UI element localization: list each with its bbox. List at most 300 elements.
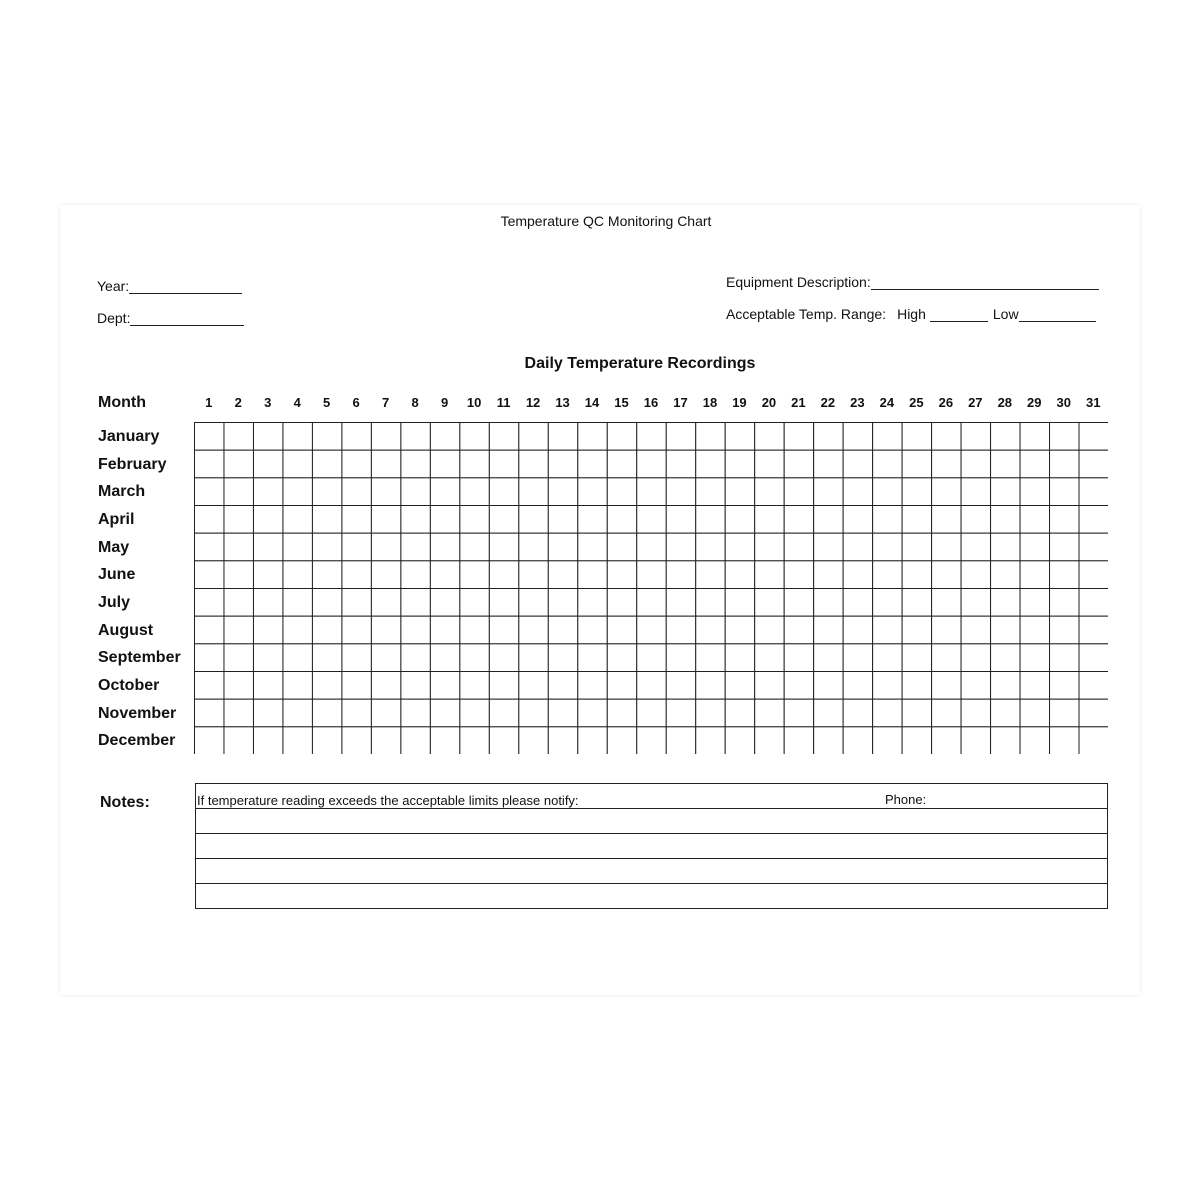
grid-cell[interactable] bbox=[578, 616, 607, 644]
grid-cell[interactable] bbox=[283, 561, 312, 589]
grid-cell[interactable] bbox=[755, 616, 784, 644]
grid-cell[interactable] bbox=[961, 423, 990, 451]
grid-cell[interactable] bbox=[932, 423, 961, 451]
grid-cell[interactable] bbox=[932, 727, 961, 754]
grid-cell[interactable] bbox=[725, 699, 754, 727]
grid-cell[interactable] bbox=[519, 561, 548, 589]
grid-cell[interactable] bbox=[607, 589, 636, 617]
grid-cell[interactable] bbox=[1020, 589, 1049, 617]
equipment-input-line[interactable] bbox=[871, 275, 1099, 290]
grid-cell[interactable] bbox=[548, 478, 577, 506]
grid-cell[interactable] bbox=[1020, 506, 1049, 534]
grid-cell[interactable] bbox=[489, 616, 518, 644]
grid-cell[interactable] bbox=[637, 506, 666, 534]
grid-cell[interactable] bbox=[755, 423, 784, 451]
grid-cell[interactable] bbox=[371, 478, 400, 506]
grid-cell[interactable] bbox=[873, 478, 902, 506]
grid-cell[interactable] bbox=[253, 533, 282, 561]
grid-cell[interactable] bbox=[578, 644, 607, 672]
grid-cell[interactable] bbox=[312, 672, 341, 700]
grid-cell[interactable] bbox=[696, 699, 725, 727]
grid-cell[interactable] bbox=[725, 450, 754, 478]
grid-cell[interactable] bbox=[637, 478, 666, 506]
grid-cell[interactable] bbox=[607, 699, 636, 727]
grid-cell[interactable] bbox=[371, 561, 400, 589]
grid-cell[interactable] bbox=[489, 727, 518, 754]
grid-cell[interactable] bbox=[430, 589, 459, 617]
grid-cell[interactable] bbox=[814, 478, 843, 506]
notes-line[interactable] bbox=[196, 809, 1107, 834]
grid-cell[interactable] bbox=[843, 478, 872, 506]
grid-cell[interactable] bbox=[489, 672, 518, 700]
grid-cell[interactable] bbox=[814, 423, 843, 451]
grid-cell[interactable] bbox=[283, 616, 312, 644]
grid-cell[interactable] bbox=[371, 423, 400, 451]
grid-cell[interactable] bbox=[430, 506, 459, 534]
grid-cell[interactable] bbox=[519, 450, 548, 478]
grid-cell[interactable] bbox=[401, 423, 430, 451]
grid-cell[interactable] bbox=[460, 727, 489, 754]
low-input-line[interactable] bbox=[1019, 307, 1096, 322]
grid-cell[interactable] bbox=[961, 561, 990, 589]
grid-cell[interactable] bbox=[696, 672, 725, 700]
grid-cell[interactable] bbox=[725, 506, 754, 534]
grid-cell[interactable] bbox=[401, 478, 430, 506]
grid-cell[interactable] bbox=[1050, 478, 1079, 506]
grid-cell[interactable] bbox=[666, 423, 695, 451]
high-input-line[interactable] bbox=[930, 307, 988, 322]
grid-cell[interactable] bbox=[991, 533, 1020, 561]
grid-cell[interactable] bbox=[312, 616, 341, 644]
grid-cell[interactable] bbox=[932, 616, 961, 644]
grid-cell[interactable] bbox=[814, 589, 843, 617]
grid-cell[interactable] bbox=[578, 699, 607, 727]
grid-cell[interactable] bbox=[873, 450, 902, 478]
grid-cell[interactable] bbox=[961, 589, 990, 617]
grid-cell[interactable] bbox=[843, 672, 872, 700]
grid-cell[interactable] bbox=[342, 450, 371, 478]
grid-cell[interactable] bbox=[814, 533, 843, 561]
grid-cell[interactable] bbox=[1050, 450, 1079, 478]
grid-cell[interactable] bbox=[224, 478, 253, 506]
grid-cell[interactable] bbox=[195, 533, 224, 561]
grid-cell[interactable] bbox=[224, 423, 253, 451]
grid-cell[interactable] bbox=[548, 616, 577, 644]
grid-cell[interactable] bbox=[784, 644, 813, 672]
grid-cell[interactable] bbox=[784, 506, 813, 534]
grid-cell[interactable] bbox=[283, 423, 312, 451]
grid-cell[interactable] bbox=[814, 506, 843, 534]
grid-cell[interactable] bbox=[1079, 699, 1108, 727]
grid-cell[interactable] bbox=[312, 450, 341, 478]
grid-cell[interactable] bbox=[460, 589, 489, 617]
grid-cell[interactable] bbox=[932, 699, 961, 727]
grid-cell[interactable] bbox=[784, 533, 813, 561]
grid-cell[interactable] bbox=[932, 644, 961, 672]
grid-cell[interactable] bbox=[696, 727, 725, 754]
grid-cell[interactable] bbox=[725, 644, 754, 672]
grid-cell[interactable] bbox=[902, 727, 931, 754]
grid-cell[interactable] bbox=[460, 699, 489, 727]
grid-cell[interactable] bbox=[666, 616, 695, 644]
grid-cell[interactable] bbox=[607, 672, 636, 700]
grid-cell[interactable] bbox=[696, 644, 725, 672]
grid-cell[interactable] bbox=[814, 450, 843, 478]
grid-cell[interactable] bbox=[283, 699, 312, 727]
grid-cell[interactable] bbox=[902, 423, 931, 451]
grid-cell[interactable] bbox=[755, 450, 784, 478]
grid-cell[interactable] bbox=[814, 644, 843, 672]
grid-cell[interactable] bbox=[283, 506, 312, 534]
grid-cell[interactable] bbox=[342, 423, 371, 451]
grid-cell[interactable] bbox=[902, 699, 931, 727]
grid-cell[interactable] bbox=[755, 644, 784, 672]
grid-cell[interactable] bbox=[696, 616, 725, 644]
grid-cell[interactable] bbox=[961, 727, 990, 754]
grid-cell[interactable] bbox=[725, 616, 754, 644]
grid-cell[interactable] bbox=[991, 699, 1020, 727]
grid-cell[interactable] bbox=[195, 644, 224, 672]
grid-cell[interactable] bbox=[961, 616, 990, 644]
grid-cell[interactable] bbox=[224, 506, 253, 534]
grid-cell[interactable] bbox=[312, 478, 341, 506]
grid-cell[interactable] bbox=[725, 727, 754, 754]
grid-cell[interactable] bbox=[371, 533, 400, 561]
grid-cell[interactable] bbox=[578, 561, 607, 589]
grid-cell[interactable] bbox=[1020, 644, 1049, 672]
grid-cell[interactable] bbox=[784, 672, 813, 700]
grid-cell[interactable] bbox=[1050, 727, 1079, 754]
grid-cell[interactable] bbox=[519, 644, 548, 672]
grid-cell[interactable] bbox=[932, 672, 961, 700]
grid-cell[interactable] bbox=[637, 616, 666, 644]
grid-cell[interactable] bbox=[784, 450, 813, 478]
grid-cell[interactable] bbox=[1050, 672, 1079, 700]
notes-line[interactable] bbox=[196, 884, 1107, 909]
grid-cell[interactable] bbox=[666, 699, 695, 727]
grid-cell[interactable] bbox=[489, 533, 518, 561]
grid-cell[interactable] bbox=[1050, 699, 1079, 727]
grid-cell[interactable] bbox=[489, 506, 518, 534]
grid-cell[interactable] bbox=[843, 533, 872, 561]
grid-cell[interactable] bbox=[607, 727, 636, 754]
grid-cell[interactable] bbox=[283, 478, 312, 506]
grid-cell[interactable] bbox=[902, 506, 931, 534]
grid-cell[interactable] bbox=[961, 506, 990, 534]
grid-cell[interactable] bbox=[253, 478, 282, 506]
grid-cell[interactable] bbox=[902, 561, 931, 589]
grid-cell[interactable] bbox=[755, 699, 784, 727]
grid-cell[interactable] bbox=[873, 699, 902, 727]
grid-cell[interactable] bbox=[607, 423, 636, 451]
grid-cell[interactable] bbox=[371, 727, 400, 754]
grid-cell[interactable] bbox=[696, 450, 725, 478]
grid-cell[interactable] bbox=[371, 506, 400, 534]
grid-cell[interactable] bbox=[637, 561, 666, 589]
grid-cell[interactable] bbox=[784, 423, 813, 451]
grid-cell[interactable] bbox=[873, 644, 902, 672]
grid-cell[interactable] bbox=[902, 616, 931, 644]
grid-cell[interactable] bbox=[342, 616, 371, 644]
grid-cell[interactable] bbox=[784, 478, 813, 506]
grid-cell[interactable] bbox=[784, 561, 813, 589]
grid-cell[interactable] bbox=[814, 672, 843, 700]
grid-cell[interactable] bbox=[1079, 727, 1108, 754]
grid-cell[interactable] bbox=[873, 561, 902, 589]
grid-cell[interactable] bbox=[991, 672, 1020, 700]
grid-cell[interactable] bbox=[224, 589, 253, 617]
grid-cell[interactable] bbox=[1020, 672, 1049, 700]
grid-cell[interactable] bbox=[548, 561, 577, 589]
grid-cell[interactable] bbox=[578, 589, 607, 617]
grid-cell[interactable] bbox=[489, 644, 518, 672]
grid-cell[interactable] bbox=[401, 450, 430, 478]
grid-cell[interactable] bbox=[430, 727, 459, 754]
grid-cell[interactable] bbox=[460, 644, 489, 672]
grid-cell[interactable] bbox=[401, 616, 430, 644]
grid-cell[interactable] bbox=[725, 589, 754, 617]
grid-cell[interactable] bbox=[578, 423, 607, 451]
grid-cell[interactable] bbox=[1079, 589, 1108, 617]
grid-cell[interactable] bbox=[961, 644, 990, 672]
grid-cell[interactable] bbox=[401, 672, 430, 700]
grid-cell[interactable] bbox=[696, 533, 725, 561]
grid-cell[interactable] bbox=[607, 616, 636, 644]
year-input-line[interactable] bbox=[129, 279, 242, 294]
grid-cell[interactable] bbox=[371, 450, 400, 478]
grid-cell[interactable] bbox=[195, 478, 224, 506]
grid-cell[interactable] bbox=[1079, 423, 1108, 451]
grid-cell[interactable] bbox=[637, 589, 666, 617]
grid-cell[interactable] bbox=[342, 727, 371, 754]
grid-cell[interactable] bbox=[224, 450, 253, 478]
grid-cell[interactable] bbox=[430, 478, 459, 506]
grid-cell[interactable] bbox=[1050, 561, 1079, 589]
grid-cell[interactable] bbox=[430, 616, 459, 644]
grid-cell[interactable] bbox=[195, 616, 224, 644]
grid-cell[interactable] bbox=[224, 616, 253, 644]
grid-cell[interactable] bbox=[548, 506, 577, 534]
grid-cell[interactable] bbox=[755, 727, 784, 754]
grid-cell[interactable] bbox=[430, 672, 459, 700]
grid-cell[interactable] bbox=[1079, 506, 1108, 534]
grid-cell[interactable] bbox=[312, 506, 341, 534]
grid-cell[interactable] bbox=[519, 616, 548, 644]
grid-cell[interactable] bbox=[902, 450, 931, 478]
grid-cell[interactable] bbox=[961, 699, 990, 727]
grid-cell[interactable] bbox=[519, 423, 548, 451]
grid-cell[interactable] bbox=[725, 423, 754, 451]
grid-cell[interactable] bbox=[342, 506, 371, 534]
grid-cell[interactable] bbox=[224, 533, 253, 561]
grid-cell[interactable] bbox=[755, 478, 784, 506]
grid-cell[interactable] bbox=[283, 672, 312, 700]
grid-cell[interactable] bbox=[637, 699, 666, 727]
grid-cell[interactable] bbox=[1020, 478, 1049, 506]
grid-cell[interactable] bbox=[489, 450, 518, 478]
grid-cell[interactable] bbox=[1020, 450, 1049, 478]
grid-cell[interactable] bbox=[961, 450, 990, 478]
grid-cell[interactable] bbox=[253, 616, 282, 644]
grid-cell[interactable] bbox=[460, 616, 489, 644]
grid-cell[interactable] bbox=[991, 644, 1020, 672]
grid-cell[interactable] bbox=[725, 478, 754, 506]
grid-cell[interactable] bbox=[932, 506, 961, 534]
grid-cell[interactable] bbox=[725, 561, 754, 589]
grid-cell[interactable] bbox=[843, 727, 872, 754]
grid-cell[interactable] bbox=[489, 589, 518, 617]
grid-cell[interactable] bbox=[253, 589, 282, 617]
grid-cell[interactable] bbox=[637, 672, 666, 700]
grid-cell[interactable] bbox=[696, 423, 725, 451]
grid-cell[interactable] bbox=[1020, 561, 1049, 589]
grid-cell[interactable] bbox=[932, 478, 961, 506]
grid-cell[interactable] bbox=[991, 589, 1020, 617]
grid-cell[interactable] bbox=[312, 423, 341, 451]
grid-cell[interactable] bbox=[873, 727, 902, 754]
grid-cell[interactable] bbox=[725, 533, 754, 561]
grid-cell[interactable] bbox=[607, 506, 636, 534]
grid-cell[interactable] bbox=[902, 478, 931, 506]
grid-cell[interactable] bbox=[666, 644, 695, 672]
grid-cell[interactable] bbox=[283, 533, 312, 561]
grid-cell[interactable] bbox=[578, 727, 607, 754]
grid-cell[interactable] bbox=[873, 672, 902, 700]
grid-cell[interactable] bbox=[755, 506, 784, 534]
grid-cell[interactable] bbox=[401, 589, 430, 617]
grid-cell[interactable] bbox=[637, 423, 666, 451]
grid-cell[interactable] bbox=[519, 533, 548, 561]
grid-cell[interactable] bbox=[253, 699, 282, 727]
grid-cell[interactable] bbox=[991, 616, 1020, 644]
grid-cell[interactable] bbox=[195, 699, 224, 727]
grid-cell[interactable] bbox=[342, 533, 371, 561]
grid-cell[interactable] bbox=[1079, 644, 1108, 672]
grid-cell[interactable] bbox=[873, 616, 902, 644]
grid-cell[interactable] bbox=[371, 672, 400, 700]
grid-cell[interactable] bbox=[224, 727, 253, 754]
grid-cell[interactable] bbox=[578, 506, 607, 534]
grid-cell[interactable] bbox=[843, 423, 872, 451]
grid-cell[interactable] bbox=[253, 561, 282, 589]
grid-cell[interactable] bbox=[548, 727, 577, 754]
grid-cell[interactable] bbox=[460, 533, 489, 561]
grid-cell[interactable] bbox=[312, 533, 341, 561]
grid-cell[interactable] bbox=[1079, 450, 1108, 478]
notes-line[interactable] bbox=[196, 859, 1107, 884]
grid-cell[interactable] bbox=[696, 589, 725, 617]
grid-cell[interactable] bbox=[873, 533, 902, 561]
grid-cell[interactable] bbox=[195, 506, 224, 534]
grid-cell[interactable] bbox=[666, 561, 695, 589]
grid-cell[interactable] bbox=[312, 561, 341, 589]
grid-cell[interactable] bbox=[578, 450, 607, 478]
grid-cell[interactable] bbox=[578, 533, 607, 561]
grid-cell[interactable] bbox=[961, 478, 990, 506]
grid-cell[interactable] bbox=[401, 727, 430, 754]
grid-cell[interactable] bbox=[401, 644, 430, 672]
grid-cell[interactable] bbox=[578, 672, 607, 700]
grid-cell[interactable] bbox=[637, 450, 666, 478]
grid-cell[interactable] bbox=[195, 727, 224, 754]
grid-cell[interactable] bbox=[932, 561, 961, 589]
grid-cell[interactable] bbox=[696, 478, 725, 506]
grid-cell[interactable] bbox=[253, 644, 282, 672]
grid-cell[interactable] bbox=[666, 533, 695, 561]
grid-cell[interactable] bbox=[666, 506, 695, 534]
grid-cell[interactable] bbox=[489, 423, 518, 451]
grid-cell[interactable] bbox=[342, 589, 371, 617]
grid-cell[interactable] bbox=[1050, 423, 1079, 451]
grid-cell[interactable] bbox=[843, 589, 872, 617]
grid-cell[interactable] bbox=[430, 644, 459, 672]
grid-cell[interactable] bbox=[283, 727, 312, 754]
grid-cell[interactable] bbox=[253, 672, 282, 700]
grid-cell[interactable] bbox=[814, 699, 843, 727]
grid-cell[interactable] bbox=[607, 561, 636, 589]
grid-cell[interactable] bbox=[195, 589, 224, 617]
grid-cell[interactable] bbox=[991, 727, 1020, 754]
grid-cell[interactable] bbox=[342, 478, 371, 506]
notes-line[interactable] bbox=[196, 784, 1107, 809]
grid-cell[interactable] bbox=[725, 672, 754, 700]
grid-cell[interactable] bbox=[1079, 672, 1108, 700]
grid-cell[interactable] bbox=[195, 450, 224, 478]
grid-cell[interactable] bbox=[1020, 699, 1049, 727]
grid-cell[interactable] bbox=[224, 561, 253, 589]
grid-cell[interactable] bbox=[666, 672, 695, 700]
grid-cell[interactable] bbox=[195, 423, 224, 451]
grid-cell[interactable] bbox=[519, 672, 548, 700]
grid-cell[interactable] bbox=[607, 450, 636, 478]
grid-cell[interactable] bbox=[460, 672, 489, 700]
grid-cell[interactable] bbox=[489, 699, 518, 727]
grid-cell[interactable] bbox=[283, 589, 312, 617]
grid-cell[interactable] bbox=[460, 561, 489, 589]
grid-cell[interactable] bbox=[371, 616, 400, 644]
grid-cell[interactable] bbox=[430, 533, 459, 561]
grid-cell[interactable] bbox=[902, 672, 931, 700]
grid-cell[interactable] bbox=[755, 589, 784, 617]
grid-cell[interactable] bbox=[312, 727, 341, 754]
grid-cell[interactable] bbox=[283, 644, 312, 672]
grid-cell[interactable] bbox=[519, 727, 548, 754]
grid-cell[interactable] bbox=[991, 506, 1020, 534]
grid-cell[interactable] bbox=[843, 561, 872, 589]
grid-cell[interactable] bbox=[253, 450, 282, 478]
grid-cell[interactable] bbox=[312, 699, 341, 727]
grid-cell[interactable] bbox=[902, 589, 931, 617]
grid-cell[interactable] bbox=[607, 644, 636, 672]
grid-cell[interactable] bbox=[1079, 561, 1108, 589]
grid-cell[interactable] bbox=[843, 644, 872, 672]
grid-cell[interactable] bbox=[755, 672, 784, 700]
grid-cell[interactable] bbox=[991, 561, 1020, 589]
grid-cell[interactable] bbox=[814, 561, 843, 589]
grid-cell[interactable] bbox=[224, 644, 253, 672]
grid-cell[interactable] bbox=[401, 699, 430, 727]
grid-cell[interactable] bbox=[283, 450, 312, 478]
grid-cell[interactable] bbox=[961, 672, 990, 700]
grid-cell[interactable] bbox=[637, 533, 666, 561]
grid-cell[interactable] bbox=[784, 589, 813, 617]
grid-cell[interactable] bbox=[489, 478, 518, 506]
grid-cell[interactable] bbox=[607, 533, 636, 561]
grid-cell[interactable] bbox=[843, 506, 872, 534]
grid-cell[interactable] bbox=[1020, 423, 1049, 451]
grid-cell[interactable] bbox=[312, 644, 341, 672]
grid-cell[interactable] bbox=[460, 478, 489, 506]
